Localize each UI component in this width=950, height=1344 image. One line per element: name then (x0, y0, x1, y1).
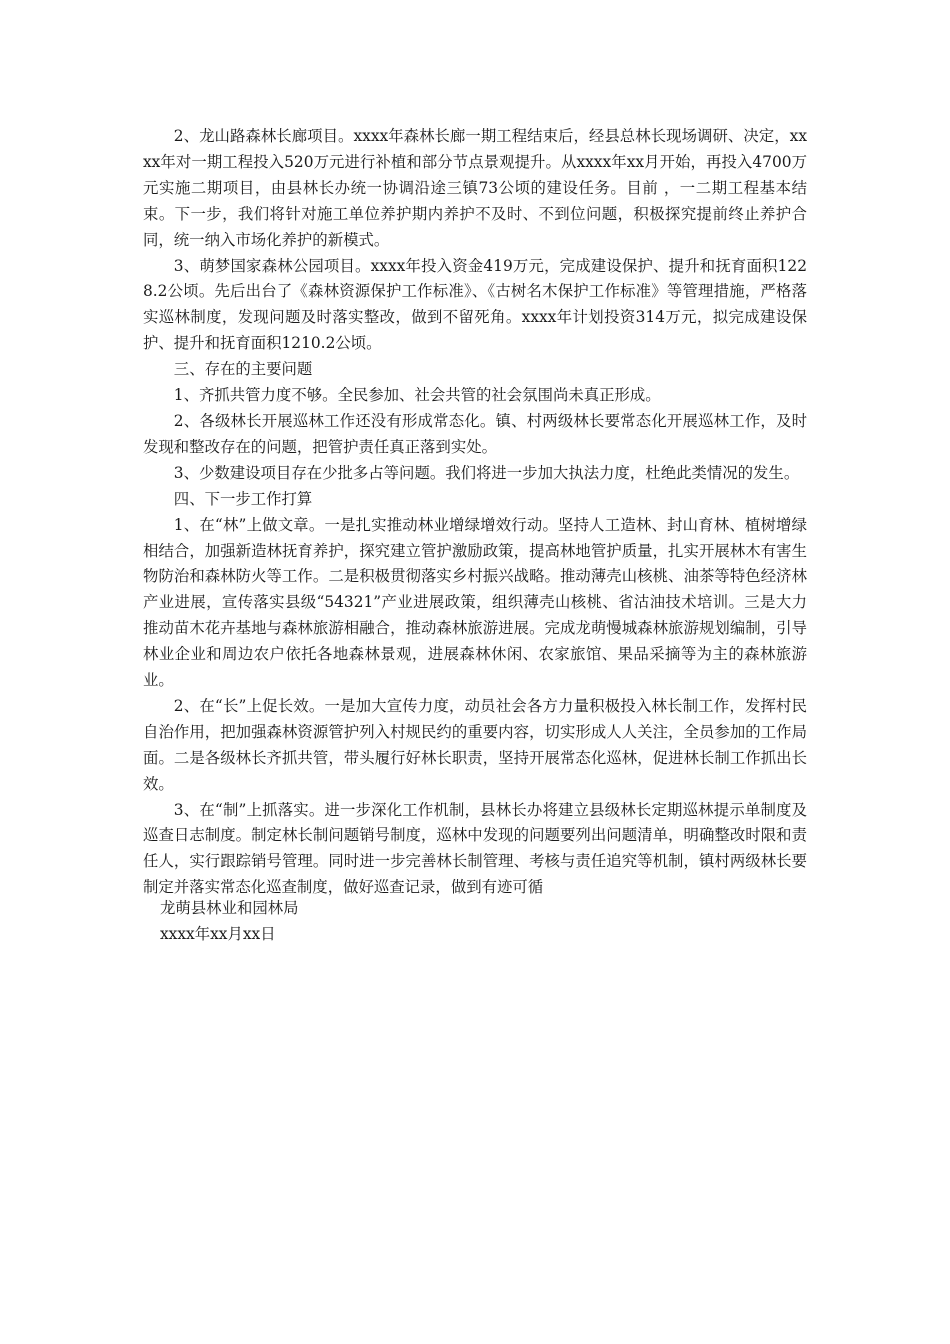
paragraph-plan-forest: 1、在“林”上做文章。一是扎实推动林业增绿增效行动。坚持人工造林、封山育林、植树增绿相结合，加强新造林抚育养护，探究建立管护激励政策，提高林地管护质量，扎实开展林木有害生物防治和森林防火等工作。二是积极贯彻落实乡村振兴战略。推动薄壳山核桃、油茶等特色经济林产业进展，宣传落实县级“54321”产业进展政策，组织薄壳山核桃、省沽油技术培训。三是大力推动苗木花卉基地与森林旅游相融合，推动森林旅游进展。完成龙萌慢城森林旅游规划编制，引导林业企业和周边农户依托各地森林景观，进展森林休闲、农家旅馆、果品采摘等为主的森林旅游业。 (143, 515, 807, 690)
section-heading-problems: 三、存在的主要问题 (173, 360, 313, 379)
section-heading-next-steps: 四、下一步工作打算 (173, 489, 313, 508)
paragraph-problem-3: 3、少数建设项目存在少批多占等问题。我们将进一步加大执法力度，杜绝此类情况的发生。 (173, 463, 800, 482)
paragraph-longshan-corridor: 2、龙山路森林长廊项目。xxxx年森林长廊一期工程结束后，经县总林长现场调研、决定，xxxx年对一期工程投入520万元进行补植和部分节点景观提升。从xxxx年xx月开始，再投入4700万元实施二期项目，由县林长办统一协调沿途三镇73公顷的建设任务。目前 ，一二期工程基本结束。下一步，我们将针对施工单位养护期内养护不及时、不到位问题，积极探究提前终止养护合同，统一纳入市场化养护的新模式。 (143, 127, 807, 249)
paragraph-problem-1: 1、齐抓共管力度不够。全民参加、社会共管的社会氛围尚未真正形成。 (173, 386, 661, 405)
paragraph-mengmeng-park: 3、萌梦国家森林公园项目。xxxx年投入资金419万元，完成建设保护、提升和抚育面积1228.2公顷。先后出台了《森林资源保护工作标准》、《古树名木保护工作标准》等管理措施，严格落实巡林制度，发现问题及时落实整改，做到不留死角。xxxx年计划投资314万元，拟完成建设保护、提升和抚育面积1210.2公顷。 (143, 256, 807, 353)
document-body (143, 124, 807, 901)
signature-date: xxxx年xx月xx日 (160, 925, 276, 943)
signature-organization: 龙萌县林业和园林局 (160, 899, 299, 917)
paragraph-problem-2: 2、各级林长开展巡林工作还没有形成常态化。镇、村两级林长要常态化开展巡林工作，及时发现和整改存在的问题，把管护责任真正落到实处。 (143, 411, 807, 456)
signature-block (160, 895, 299, 947)
paragraph-plan-system: 3、在“制”上抓落实。进一步深化工作机制，县林长办将建立县级林长定期巡林提示单制度及巡查日志制度。制定林长制问题销号制度，巡林中发现的问题要列出问题清单，明确整改时限和责任人，实行跟踪销号管理。同时进一步完善林长制管理、考核与责任追究等机制，镇村两级林长要制定并落实常态化巡查制度，做好巡查记录，做到有迹可循 (143, 800, 807, 897)
paragraph-plan-chief: 2、在“长”上促长效。一是加大宣传力度，动员社会各方力量积极投入林长制工作，发挥村民自治作用，把加强森林资源管护列入村规民约的重要内容，切实形成人人关注，全员参加的工作局面。二是各级林长齐抓共管，带头履行好林长职责，坚持开展常态化巡林，促进林长制工作抓出长效。 (143, 696, 807, 793)
